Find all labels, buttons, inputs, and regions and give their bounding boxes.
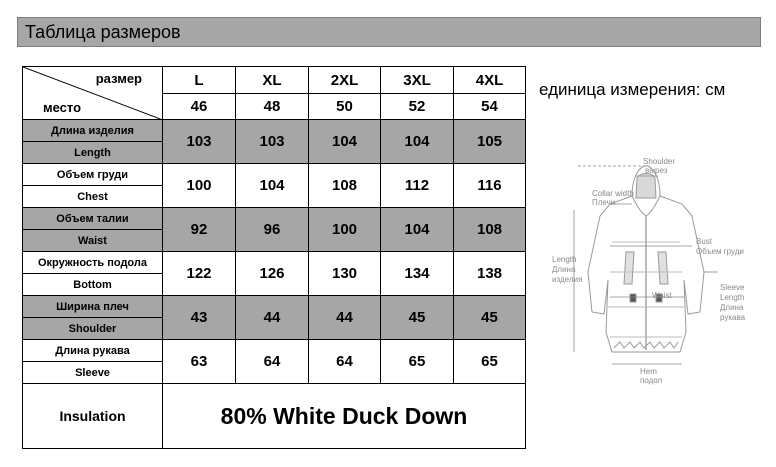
- row-label-ru: Окружность подола: [23, 252, 163, 274]
- measurement-cell: 100: [163, 164, 236, 208]
- row-label-ru: Объем груди: [23, 164, 163, 186]
- place-header-label: место: [43, 100, 82, 115]
- row-label-ru: Длина изделия: [23, 120, 163, 142]
- insulation-value: 80% White Duck Down: [163, 384, 526, 449]
- diagram-collar-ru: Плечи: [592, 198, 616, 207]
- size-4xl: 4XL: [454, 67, 526, 94]
- measurement-cell: 130: [309, 252, 381, 296]
- row-label-ru: Объем талии: [23, 208, 163, 230]
- measurement-cell: 100: [309, 208, 381, 252]
- page-title: Таблица размеров: [17, 17, 761, 47]
- table-row: [23, 296, 526, 318]
- diagram-hem-ru: подол: [640, 376, 663, 385]
- size-number-2xl: 50: [309, 94, 381, 120]
- measurement-cell: 108: [309, 164, 381, 208]
- row-label-en: Chest: [23, 186, 163, 208]
- row-label-en: Length: [23, 142, 163, 164]
- measurement-cell: 63: [163, 340, 236, 384]
- row-label-ru: Длина рукава: [23, 340, 163, 362]
- row-label-ru: Ширина плеч: [23, 296, 163, 318]
- diagram-shoulder-ru: вырез: [645, 166, 668, 175]
- measurement-cell: 64: [236, 340, 309, 384]
- size-number-3xl: 52: [381, 94, 454, 120]
- insulation-label: Insulation: [23, 384, 163, 449]
- table-row: [23, 208, 526, 230]
- table-row: [23, 120, 526, 142]
- table-row: [23, 252, 526, 274]
- size-number-l: 46: [163, 94, 236, 120]
- size-number-xl: 48: [236, 94, 309, 120]
- measurement-cell: 126: [236, 252, 309, 296]
- diagram-waist-en: Waist: [652, 291, 672, 300]
- measurement-cell: 45: [381, 296, 454, 340]
- measurement-cell: 105: [454, 120, 526, 164]
- measurement-cell: 44: [309, 296, 381, 340]
- diagram-length-ru1: Длина: [552, 265, 576, 274]
- measurement-cell: 104: [309, 120, 381, 164]
- size-table: [22, 66, 526, 449]
- diagram-collar-en: Collar width: [592, 189, 634, 198]
- measurement-cell: 96: [236, 208, 309, 252]
- diagram-shoulder-en: Shoulder: [643, 157, 676, 166]
- diagram-bust-ru: Объем груди: [696, 247, 744, 256]
- size-3xl: 3XL: [381, 67, 454, 94]
- diagram-sleeve-en2: Length: [720, 293, 745, 302]
- diagram-sleeve-ru2: рукава: [720, 313, 746, 322]
- measurement-cell: 122: [163, 252, 236, 296]
- measurement-cell: 104: [381, 208, 454, 252]
- measurement-cell: 64: [309, 340, 381, 384]
- unit-label: единица измерения: см: [539, 80, 726, 99]
- measurement-cell: 104: [381, 120, 454, 164]
- table-row: [23, 340, 526, 362]
- diagram-sleeve-en1: Sleeve: [720, 283, 745, 292]
- size-2xl: 2XL: [309, 67, 381, 94]
- row-label-en: Waist: [23, 230, 163, 252]
- measurement-cell: 104: [236, 164, 309, 208]
- size-number-4xl: 54: [454, 94, 526, 120]
- measurement-cell: 112: [381, 164, 454, 208]
- measurement-cell: 103: [163, 120, 236, 164]
- measurement-cell: 116: [454, 164, 526, 208]
- measurement-cell: 45: [454, 296, 526, 340]
- size-xl: XL: [236, 67, 309, 94]
- garment-diagram: [540, 152, 754, 390]
- measurement-cell: 65: [454, 340, 526, 384]
- diagram-hem-en: Hem: [640, 367, 657, 376]
- measurement-cell: 44: [236, 296, 309, 340]
- table-row: [23, 164, 526, 186]
- diagram-length-en: Length: [552, 255, 577, 264]
- diagram-sleeve-ru1: Длина: [720, 303, 744, 312]
- measurement-cell: 43: [163, 296, 236, 340]
- row-label-en: Bottom: [23, 274, 163, 296]
- measurement-cell: 138: [454, 252, 526, 296]
- measurement-cell: 65: [381, 340, 454, 384]
- measurement-cell: 92: [163, 208, 236, 252]
- diagram-bust-en: Bust: [696, 237, 713, 246]
- row-label-en: Sleeve: [23, 362, 163, 384]
- row-label-en: Shoulder: [23, 318, 163, 340]
- measurement-cell: 134: [381, 252, 454, 296]
- measurement-cell: 103: [236, 120, 309, 164]
- size-l: L: [163, 67, 236, 94]
- header-corner-cell: [23, 67, 163, 120]
- diagram-length-ru2: изделия: [552, 275, 583, 284]
- size-header-label: размер: [95, 71, 142, 86]
- measurement-cell: 108: [454, 208, 526, 252]
